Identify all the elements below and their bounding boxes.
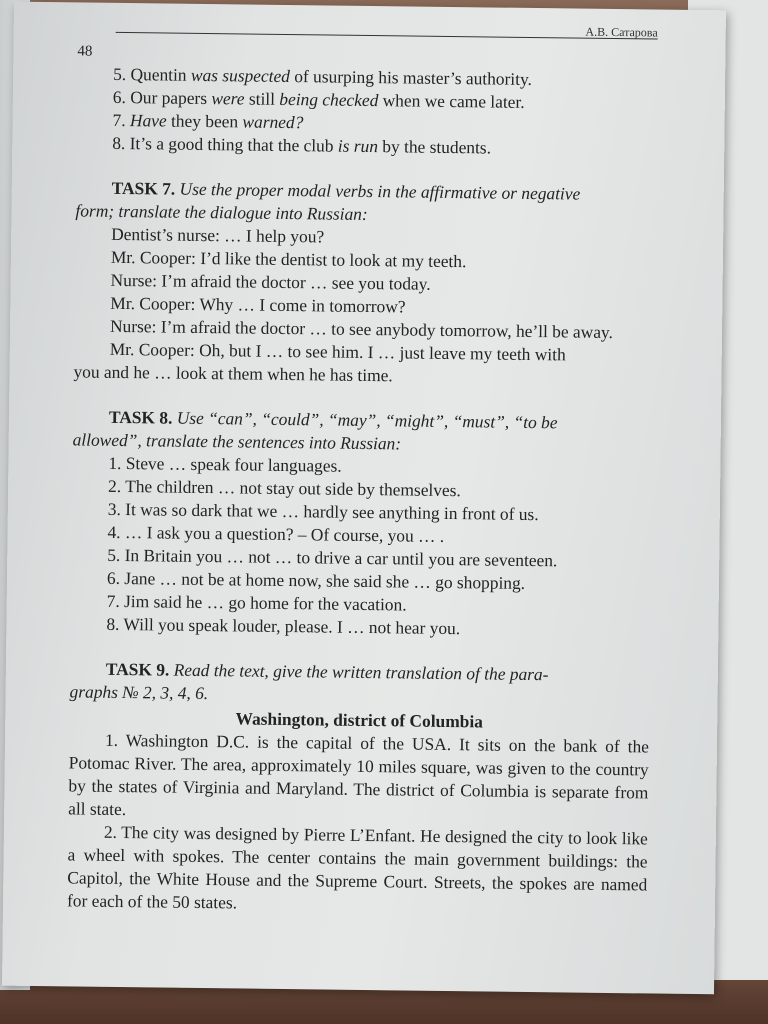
previous-task-items xyxy=(76,62,657,161)
dialogue-line: Nurse: I’m afraid the doctor … to see anybody tomorrow, he’ll be away. xyxy=(109,315,614,342)
task-8 xyxy=(70,405,653,642)
task-7 xyxy=(73,176,655,390)
dialogue-line: Mr. Cooper: I’d like the dentist to look at my teeth. xyxy=(110,246,467,272)
task-7-dialogue xyxy=(74,222,656,367)
book-page xyxy=(2,2,726,995)
running-head xyxy=(77,10,658,69)
paragraph: 2. The city was designed by Pierre L’Enfant. He designed the city to look like a wheel with spokes. The center contains the main government buildings: the Capitol, the White House and the Supreme Court. Streets, the spokes are named for each of the 50 states. xyxy=(66,821,648,913)
task-7-heading: TASK 7. Use the proper modal verbs in the affirmative or negative xyxy=(111,177,581,204)
list-item: 6. Jane … not be at home now, she said she … go shopping. xyxy=(106,567,526,593)
dialogue-line: Nurse: I’m afraid the doctor … see you today. xyxy=(110,269,431,294)
list-item: 8. Will you speak louder, please. I … not hear you. xyxy=(106,613,461,639)
text-title: Washington, district of Columbia xyxy=(235,708,484,732)
dialogue-line: Dentist’s nurse: … I help you? xyxy=(111,223,325,247)
list-item: 2. The children … not stay out side by themselves. xyxy=(107,475,461,501)
task-8-instruction: allowed”, translate the sentences into Russian: xyxy=(72,429,402,454)
list-item: 7. Have they been warned? xyxy=(112,109,304,133)
page-content xyxy=(67,10,658,919)
header-rule xyxy=(116,32,658,40)
list-item: 7. Jim said he … go home for the vacation. xyxy=(106,590,407,615)
list-item: 4. … I ask you a question? – Of course, you … . xyxy=(107,521,445,546)
task-8-items xyxy=(70,451,652,642)
list-item: 5. Quentin was suspected of usurping his master’s authority. xyxy=(113,63,533,89)
list-item: 6. Our papers were still being checked when we came later. xyxy=(112,86,525,112)
list-item: 1. Steve … speak four languages. xyxy=(108,452,342,476)
task-7-instruction: form; translate the dialogue into Russian: xyxy=(75,200,368,224)
task-8-heading: TASK 8. Use “can”, “could”, “may”, “might”, “must”, “to be xyxy=(108,406,558,433)
task-9 xyxy=(67,657,650,919)
dialogue-line: Mr. Cooper: Oh, but I … to see him. I … just leave my teeth with xyxy=(109,338,566,365)
dialogue-line: Mr. Cooper: Why … I come in tomorrow? xyxy=(110,292,406,317)
dialogue-line-wrap: you and he … look at them when he has time. xyxy=(73,361,393,386)
list-item: 8. It’s a good thing that the club is run by the students. xyxy=(112,132,492,158)
running-head-author: А.В. Сатарова xyxy=(585,24,658,40)
paragraph: 1. Washington D.C. is the capital of the USA. It sits on the bank of the Potomac River. The area, approximately 10 miles square, was given to the country by the states of Virginia and Maryland. The district of Columbia is separate from all state. xyxy=(68,729,650,820)
page-number: 48 xyxy=(77,43,93,60)
task-9-instruction: graphs № 2, 3, 4, 6. xyxy=(69,681,209,704)
list-item: 5. In Britain you … not … to drive a car until you are seventeen. xyxy=(107,544,558,571)
task-9-heading: TASK 9. Read the text, give the written translation of the para- xyxy=(105,658,549,685)
list-item: 3. It was so dark that we … hardly see anything in front of us. xyxy=(107,498,539,525)
